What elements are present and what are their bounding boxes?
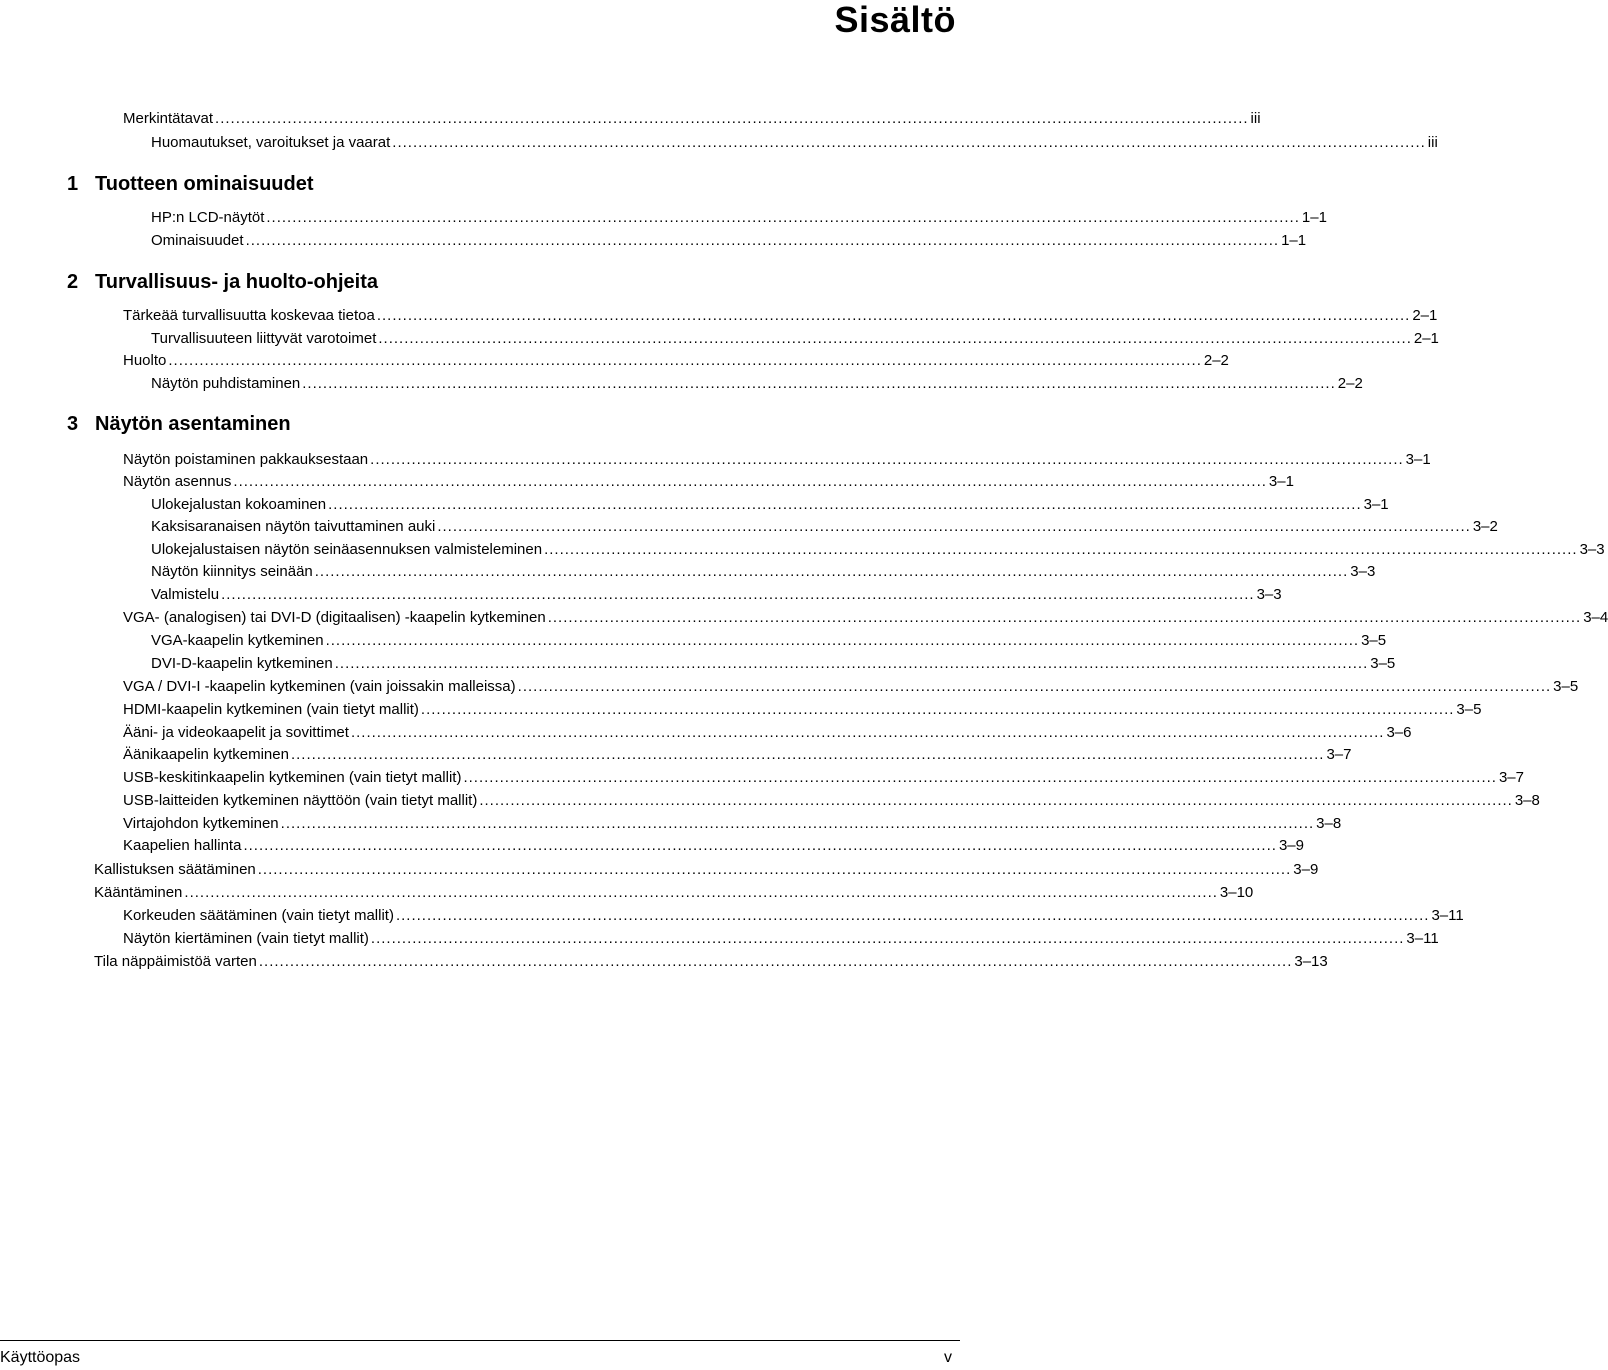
- toc-entry-title: Ominaisuudet: [151, 232, 244, 249]
- toc-entry-page: 3–10: [1219, 884, 1254, 901]
- toc-entry-title: DVI-D-kaapelin kytkeminen: [151, 655, 333, 672]
- dot-leader: ........................................................................................................................................................................................................: [517, 678, 1552, 695]
- dot-leader: ........................................................................................................................................................................................................: [245, 232, 1280, 249]
- toc-entry-title: USB-keskitinkaapelin kytkeminen (vain tietyt mallit): [123, 769, 462, 786]
- toc-entry-page: 1–1: [1301, 209, 1327, 226]
- toc-entry-title: HDMI-kaapelin kytkeminen (vain tietyt mallit): [123, 701, 419, 718]
- dot-leader: ........................................................................................................................................................................................................: [547, 609, 1582, 626]
- toc-entry[interactable]: [151, 541, 1605, 559]
- toc-entry-page: iii: [1250, 110, 1261, 127]
- toc-entry[interactable]: [151, 209, 1327, 227]
- toc-entry-page: 3–1: [1268, 473, 1294, 490]
- toc-entry-page: 3–3: [1256, 586, 1282, 603]
- toc-entry[interactable]: [123, 815, 1342, 833]
- toc-entry-page: 3–3: [1579, 541, 1605, 558]
- toc-entry-title: VGA-kaapelin kytkeminen: [151, 632, 324, 649]
- toc-entry-page: 2–2: [1337, 375, 1363, 392]
- toc-entry-title: Ulokejalustaisen näytön seinäasennuksen valmisteleminen: [151, 541, 543, 558]
- dot-leader: ........................................................................................................................................................................................................: [370, 451, 1404, 468]
- dot-leader: ........................................................................................................................................................................................................: [479, 792, 1513, 809]
- toc-entry[interactable]: [123, 724, 1412, 742]
- toc-entry-page: 3–9: [1278, 837, 1304, 854]
- toc-entry-title: Kääntäminen: [94, 884, 183, 901]
- dot-leader: ........................................................................................................................................................................................................: [221, 586, 1255, 603]
- dot-leader: ........................................................................................................................................................................................................: [328, 496, 1362, 513]
- toc-entry-page: 3–5: [1370, 655, 1396, 672]
- chapter-number: 2: [67, 271, 79, 293]
- toc-entry-page: 3–3: [1350, 563, 1376, 580]
- footer-page-number: v: [944, 1349, 952, 1366]
- dot-leader: ........................................................................................................................................................................................................: [280, 815, 1315, 832]
- toc-entry-page: 3–5: [1553, 678, 1579, 695]
- toc-entry-page: 3–9: [1293, 861, 1319, 878]
- toc-entry-title: Huomautukset, varoitukset ja vaarat: [151, 134, 391, 151]
- dot-leader: ........................................................................................................................................................................................................: [350, 724, 1385, 741]
- toc-entry[interactable]: [123, 307, 1438, 325]
- toc-entry[interactable]: [94, 953, 1328, 971]
- toc-entry-title: Kaapelien hallinta: [123, 837, 242, 854]
- dot-leader: ........................................................................................................................................................................................................: [233, 473, 1267, 490]
- dot-leader: ........................................................................................................................................................................................................: [378, 330, 1412, 347]
- toc-entry-title: Näytön kiinnitys seinään: [151, 563, 313, 580]
- toc-entry[interactable]: [123, 609, 1608, 627]
- toc-entry-title: Näytön asennus: [123, 473, 232, 490]
- toc-entry-title: HP:n LCD-näytöt: [151, 209, 265, 226]
- dot-leader: ........................................................................................................................................................................................................: [376, 307, 1411, 324]
- toc-entry[interactable]: [151, 563, 1376, 581]
- toc-entry-title: Näytön puhdistaminen: [151, 375, 301, 392]
- dot-leader: ........................................................................................................................................................................................................: [258, 953, 1293, 970]
- toc-entry-title: Turvallisuuteen liittyvät varotoimet: [151, 330, 377, 347]
- toc-entry[interactable]: [151, 518, 1498, 536]
- chapter-title: Näytön asentaminen: [95, 413, 291, 435]
- toc-entry[interactable]: [123, 837, 1304, 855]
- toc-entry-title: Korkeuden säätäminen (vain tietyt mallit): [123, 907, 394, 924]
- toc-entry-title: Ääni- ja videokaapelit ja sovittimet: [123, 724, 349, 741]
- toc-entry[interactable]: [151, 134, 1438, 152]
- toc-entry-title: Näytön poistaminen pakkauksestaan: [123, 451, 369, 468]
- toc-entry[interactable]: [94, 884, 1254, 902]
- dot-leader: ........................................................................................................................................................................................................: [392, 134, 1426, 151]
- toc-entry-title: Äänikaapelin kytkeminen: [123, 746, 289, 763]
- dot-leader: ........................................................................................................................................................................................................: [334, 655, 1369, 672]
- toc-entry-title: Tärkeää turvallisuutta koskevaa tietoa: [123, 307, 375, 324]
- toc-entry[interactable]: [123, 451, 1431, 469]
- toc-entry-page: 3–13: [1294, 953, 1328, 970]
- toc-entry[interactable]: [123, 792, 1540, 810]
- dot-leader: ........................................................................................................................................................................................................: [168, 352, 1202, 369]
- toc-entry[interactable]: [151, 375, 1363, 393]
- toc-entry[interactable]: [123, 907, 1464, 925]
- chapter-title: Turvallisuus- ja huolto-ohjeita: [95, 271, 378, 293]
- toc-entry[interactable]: [151, 496, 1389, 514]
- footer-document-name: Käyttöopas: [0, 1349, 81, 1366]
- toc-entry[interactable]: [151, 632, 1387, 650]
- toc-entry[interactable]: [123, 930, 1439, 948]
- toc-entry-title: Kallistuksen säätäminen: [94, 861, 256, 878]
- toc-entry-page: 3–2: [1472, 518, 1498, 535]
- toc-entry-page: 1–1: [1281, 232, 1307, 249]
- toc-entry-page: 3–4: [1583, 609, 1608, 626]
- toc-entry-page: 3–11: [1406, 930, 1439, 947]
- toc-entry[interactable]: [123, 769, 1524, 787]
- dot-leader: ........................................................................................................................................................................................................: [215, 110, 1249, 127]
- toc-entry-title: Näytön kiertäminen (vain tietyt mallit): [123, 930, 369, 947]
- toc-entry[interactable]: [123, 701, 1482, 719]
- toc-entry-title: Huolto: [123, 352, 167, 369]
- toc-entry-title: Valmistelu: [151, 586, 220, 603]
- toc-entry[interactable]: [123, 352, 1229, 370]
- footer-divider: [0, 1340, 960, 1341]
- toc-entry-page: 3–6: [1386, 724, 1412, 741]
- toc-entry[interactable]: [123, 110, 1261, 128]
- toc-entry-title: VGA- (analogisen) tai DVI-D (digitaalisen) -kaapelin kytkeminen: [123, 609, 546, 626]
- toc-entry-page: 3–5: [1456, 701, 1482, 718]
- dot-leader: ........................................................................................................................................................................................................: [544, 541, 1578, 558]
- toc-entry-page: 3–1: [1363, 496, 1389, 513]
- dot-leader: ........................................................................................................................................................................................................: [184, 884, 1218, 901]
- dot-leader: ........................................................................................................................................................................................................: [420, 701, 1455, 718]
- dot-leader: ........................................................................................................................................................................................................: [325, 632, 1360, 649]
- toc-entry-title: Kaksisaranaisen näytön taivuttaminen auki: [151, 518, 436, 535]
- dot-leader: ........................................................................................................................................................................................................: [370, 930, 1405, 947]
- chapter-title: Tuotteen ominaisuudet: [95, 173, 314, 195]
- toc-entry-page: 3–8: [1316, 815, 1342, 832]
- dot-leader: ........................................................................................................................................................................................................: [463, 769, 1497, 786]
- dot-leader: ........................................................................................................................................................................................................: [395, 907, 1430, 924]
- toc-entry[interactable]: [123, 678, 1579, 696]
- toc-entry-page: iii: [1427, 134, 1438, 151]
- dot-leader: ........................................................................................................................................................................................................: [243, 837, 1277, 854]
- toc-entry-page: 2–2: [1203, 352, 1229, 369]
- toc-entry-page: 3–5: [1361, 632, 1387, 649]
- toc-entry-page: 3–8: [1514, 792, 1540, 809]
- dot-leader: ........................................................................................................................................................................................................: [257, 861, 1292, 878]
- toc-entry[interactable]: [151, 232, 1307, 250]
- toc-entry-title: Tila näppäimistöä varten: [94, 953, 257, 970]
- dot-leader: ........................................................................................................................................................................................................: [437, 518, 1471, 535]
- toc-entry-title: VGA / DVI-I -kaapelin kytkeminen (vain joissakin malleissa): [123, 678, 516, 695]
- toc-entry[interactable]: [123, 473, 1294, 491]
- chapter-number: 3: [67, 413, 79, 435]
- toc-entry-title: Ulokejalustan kokoaminen: [151, 496, 327, 513]
- toc-entry[interactable]: [123, 746, 1352, 764]
- toc-entry-title: Virtajohdon kytkeminen: [123, 815, 279, 832]
- toc-entry[interactable]: [151, 330, 1439, 348]
- toc-entry-page: 2–1: [1413, 330, 1439, 347]
- dot-leader: ........................................................................................................................................................................................................: [290, 746, 1325, 763]
- page-title: Sisältö: [834, 0, 956, 40]
- toc-entry-page: 3–1: [1405, 451, 1431, 468]
- toc-entry-title: USB-laitteiden kytkeminen näyttöön (vain tietyt mallit): [123, 792, 478, 809]
- toc-entry-page: 3–7: [1498, 769, 1524, 786]
- toc-entry[interactable]: [151, 586, 1282, 604]
- toc-entry-page: 2–1: [1412, 307, 1438, 324]
- toc-entry-page: 3–7: [1326, 746, 1352, 763]
- dot-leader: ........................................................................................................................................................................................................: [266, 209, 1300, 226]
- toc-entry-page: 3–11: [1431, 907, 1464, 924]
- dot-leader: ........................................................................................................................................................................................................: [314, 563, 1349, 580]
- chapter-number: 1: [67, 173, 79, 195]
- toc-entry[interactable]: [94, 861, 1319, 879]
- dot-leader: ........................................................................................................................................................................................................: [302, 375, 1336, 392]
- toc-entry-title: Merkintätavat: [123, 110, 214, 127]
- toc-entry[interactable]: [151, 655, 1396, 673]
